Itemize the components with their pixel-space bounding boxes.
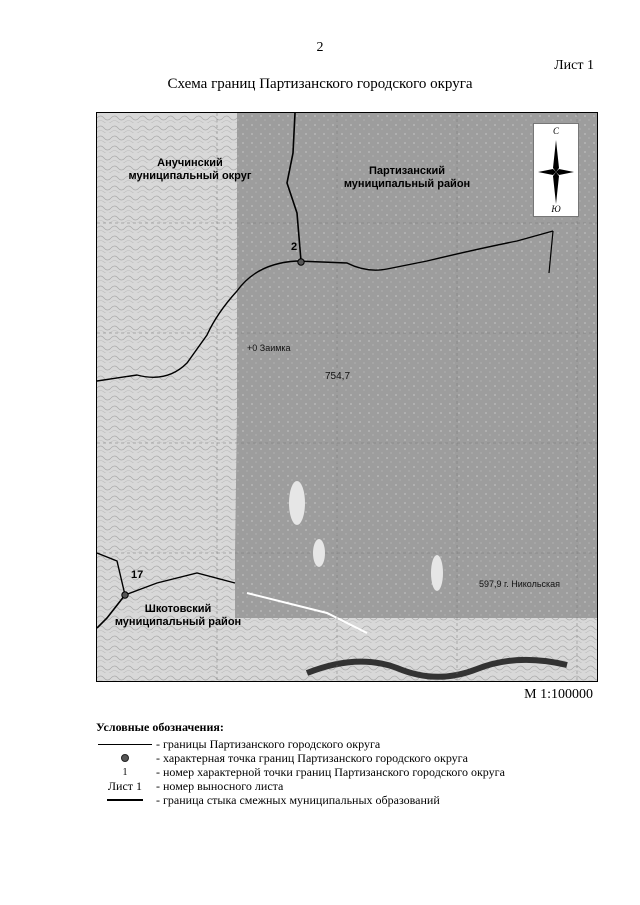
legend-title: Условные обозначения: xyxy=(96,720,224,734)
legend xyxy=(96,720,596,807)
compass-north: С xyxy=(552,126,559,136)
compass-rose xyxy=(533,123,579,217)
point-dot-icon xyxy=(121,754,129,762)
legend-item-boundary xyxy=(96,737,596,751)
legend-symbol xyxy=(96,744,154,745)
thick-line-icon xyxy=(107,799,143,801)
legend-item-point xyxy=(96,751,596,765)
legend-text: - характерная точка границ Партизанского городского округа xyxy=(156,750,468,765)
legend-symbol xyxy=(96,754,154,762)
legend-text: - номер характерной точки границ Партизанского городского округа xyxy=(156,764,505,779)
legend-symbol xyxy=(96,799,154,801)
thin-line-icon xyxy=(98,744,152,745)
elevation-label: +0 Заимка xyxy=(247,343,291,353)
legend-item-sheet xyxy=(96,779,596,793)
terrain-patch xyxy=(431,555,443,591)
map-graphic xyxy=(97,113,597,681)
legend-text: - граница стыка смежных муниципальных образований xyxy=(156,792,440,807)
sheet-label: Лист 1 xyxy=(554,58,594,73)
point-number-17: 17 xyxy=(131,569,144,581)
map-scale: М 1:100000 xyxy=(524,687,593,702)
label-anuchino-district: Анучинский муниципальный округ xyxy=(128,157,252,182)
legend-symbol: Лист 1 xyxy=(107,778,143,793)
terrain-patch xyxy=(313,539,325,567)
label-shkotovo-district: Шкотовский муниципальный район xyxy=(114,603,242,628)
boundary-point-2 xyxy=(298,259,304,265)
legend-symbol: 1 xyxy=(122,766,128,778)
page-number: 2 xyxy=(316,40,324,55)
elevation-label: 754,7 xyxy=(325,371,351,382)
boundary-map xyxy=(96,112,598,682)
point-number-2: 2 xyxy=(291,241,298,253)
label-partizansky-district: Партизанский муниципальный район xyxy=(343,165,471,190)
terrain-patch xyxy=(289,481,305,525)
compass-star-icon xyxy=(534,124,578,216)
legend-text: - границы Партизанского городского округа xyxy=(156,736,381,751)
legend-item-adjacency xyxy=(96,793,596,807)
boundary-point-17 xyxy=(122,592,128,598)
compass-south: Ю xyxy=(551,204,561,214)
elevation-label: 597,9 г. Никольская xyxy=(479,579,561,589)
legend-item-point-number xyxy=(96,765,596,779)
legend-text: - номер выносного листа xyxy=(156,778,284,793)
page-title: Схема границ Партизанского городского округа xyxy=(167,76,473,92)
